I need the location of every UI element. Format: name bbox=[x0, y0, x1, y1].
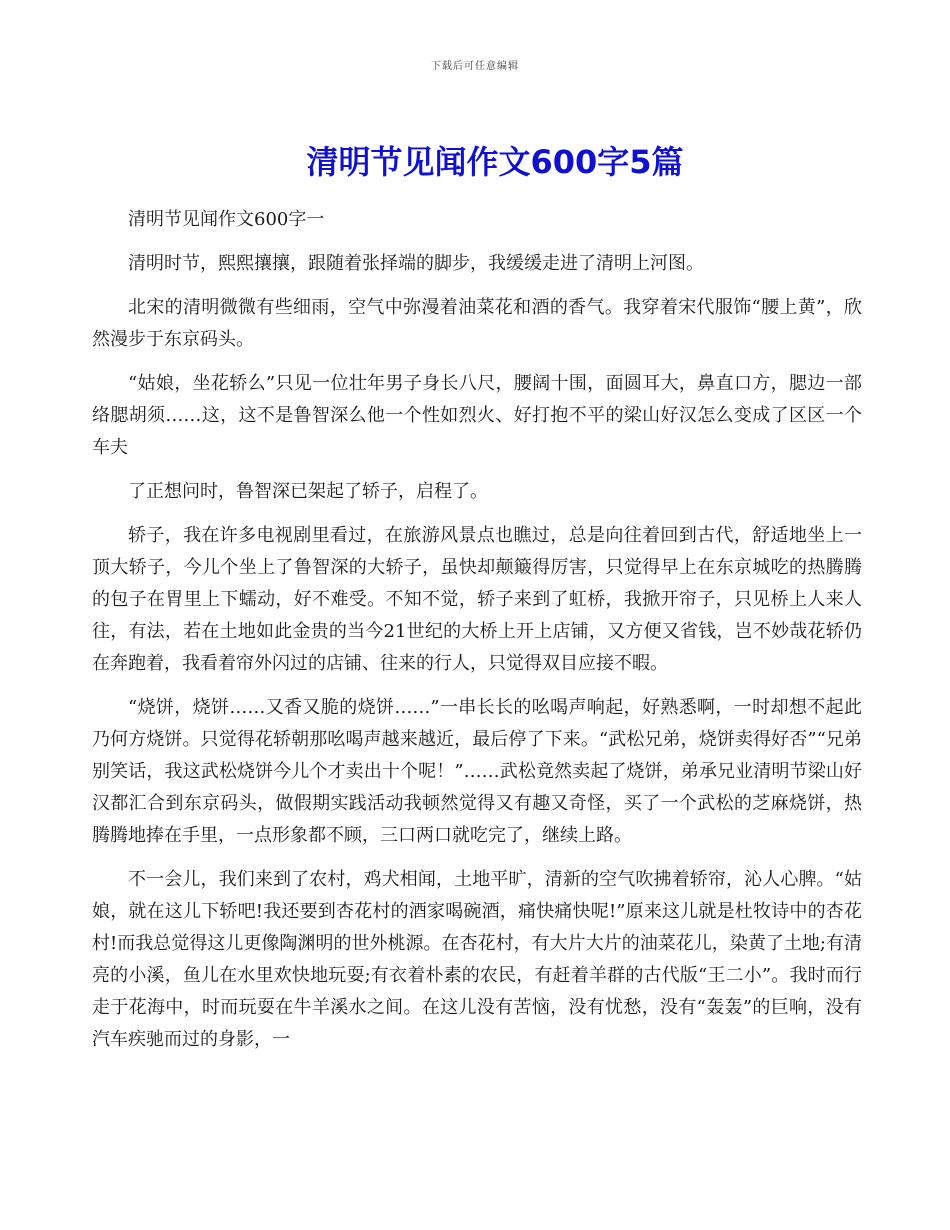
paragraph: 不一会儿，我们来到了农村，鸡犬相闻，土地平旷，清新的空气吹拂着轿帘，沁人心脾。“姑娘，就在这儿下轿吧!我还要到杏花村的酒家喝碗酒，痛快痛快呢!”原来这儿就是杜牧诗中的杏花村!而我总觉得这儿更像陶渊明的世外桃源。在杏花村，有大片大片的油菜花儿，染黄了土地;有清亮的小溪，鱼儿在水里欢快地玩耍;有衣着朴素的农民，有赶着羊群的古代版“王二小”。我时而行走于花海中，时而玩耍在牛羊溪水之间。在这儿没有苦恼，没有忧愁，没有“轰轰”的巨响，没有汽车疾驰而过的身影，一 bbox=[92, 869, 862, 1050]
paragraph: 清明时节，熙熙攘攘，跟随着张择端的脚步，我缓缓走进了清明上河图。 bbox=[128, 253, 704, 274]
header-note: 下载后可任意编辑 bbox=[431, 61, 519, 72]
paragraph: “烧饼，烧饼……又香又脆的烧饼……”一串长长的吆喝声响起，好熟悉啊，一时却想不起此乃何方烧饼。只觉得花轿朝那吆喝声越来越近，最后停了下来。“武松兄弟，烧饼卖得好否”“兄弟别笑话，我这武松烧饼今儿个才卖出十个呢！”……武松竟然卖起了烧饼，弟承兄业清明节梁山好汉都汇合到东京码头，做假期实践活动我顿然觉得又有趣又奇怪，买了一个武松的芝麻烧饼，热腾腾地捧在手里，一点形象都不顾，三口两口就吃完了，继续上路。 bbox=[92, 697, 862, 846]
document-title: 清明节见闻作文600字5篇 bbox=[306, 143, 684, 181]
paragraph: 了正想问时，鲁智深已架起了轿子，启程了。 bbox=[128, 481, 488, 502]
paragraph: 轿子，我在许多电视剧里看过，在旅游风景点也瞧过，总是向往着回到古代，舒适地坐上一顶大轿子，今儿个坐上了鲁智深的大轿子，虽快却颠簸得厉害，只觉得早上在东京城吃的热腾腾的包子在胃里上下蠕动，好不难受。不知不觉，轿子来到了虹桥，我掀开帘子，只见桥上人来人往，有法，若在土地如此金贵的当今21世纪的大桥上开上店铺，又方便又省钱，岂不妙哉花轿仍在奔跑着，我看着帘外闪过的店铺、往来的行人，只觉得双目应接不暇。 bbox=[92, 525, 862, 674]
paragraph-subtitle: 清明节见闻作文600字一 bbox=[128, 209, 325, 230]
paragraph: 北宋的清明微微有些细雨，空气中弥漫着油菜花和酒的香气。我穿着宋代服饰“腰上黄”，欣然漫步于东京码头。 bbox=[92, 297, 862, 350]
paragraph: “姑娘，坐花轿么”只见一位壮年男子身长八尺，腰阔十围，面圆耳大，鼻直口方，腮边一部络腮胡须……这，这不是鲁智深么他一个性如烈火、好打抱不平的梁山好汉怎么变成了区区一个车夫 bbox=[92, 373, 862, 458]
document-body bbox=[92, 204, 862, 1068]
